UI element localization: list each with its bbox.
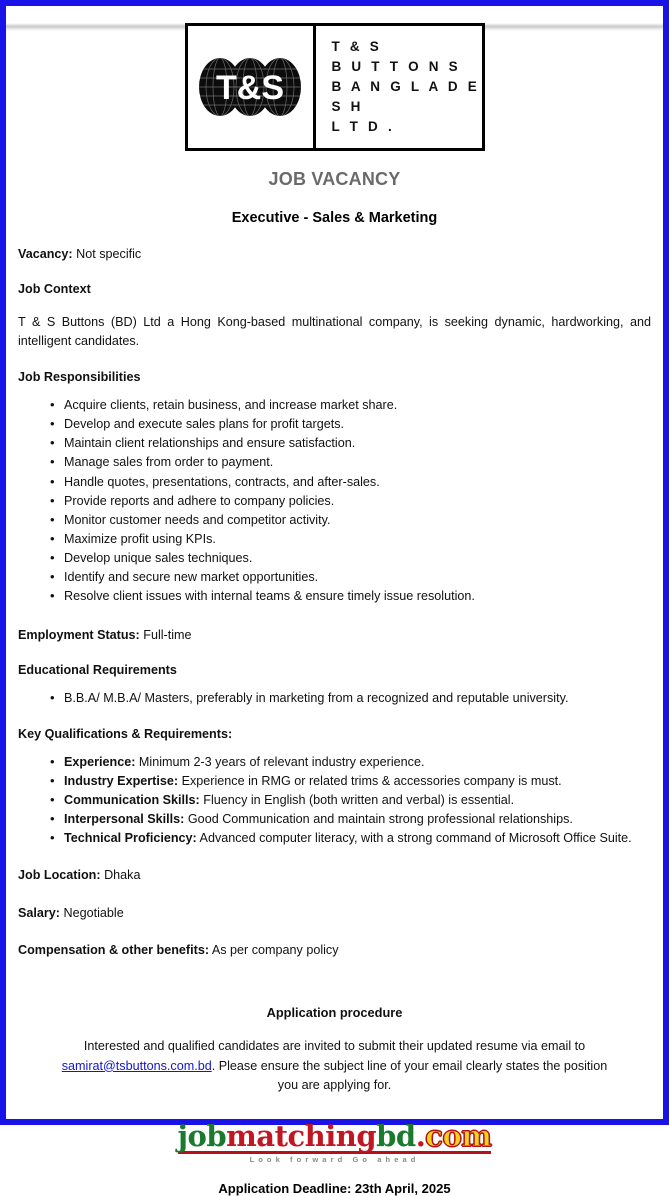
document-sheet (6, 6, 663, 1196)
vacancy-row (18, 245, 651, 263)
list-item-label: Technical Proficiency: (64, 830, 197, 845)
compensation-value: As per company policy (211, 942, 339, 957)
position-title: Executive - Sales & Marketing (231, 210, 438, 226)
company-name-line-3: B A N G L A D E S H (331, 79, 481, 114)
compensation-row (18, 941, 651, 959)
application-procedure-text (18, 1037, 651, 1096)
list-item-label: Interpersonal Skills: (64, 811, 185, 826)
brand-part-job: job (177, 1118, 227, 1153)
ts-logo-letters: T&S (216, 69, 284, 107)
list-item: • Develop unique sales techniques. (64, 549, 651, 568)
list-item: • Maximize profit using KPIs. (64, 530, 651, 549)
application-text-before: Interested and qualified candidates are invited to submit their updated resume via email to (83, 1039, 586, 1054)
list-item-text: Experience in RMG or related trims & accessories company is must. (178, 773, 562, 788)
salary-label: Salary: (18, 905, 61, 920)
salary-row (18, 904, 651, 922)
company-logo-box (185, 23, 485, 151)
brand-part-dot: . (415, 1118, 426, 1153)
job-location-label: Job Location: (18, 868, 101, 883)
jobmatchingbd-wordmark (177, 1118, 492, 1154)
list-item (64, 772, 651, 791)
application-text-after: . Please ensure the subject line of your email clearly states the position you are applying for. (211, 1058, 608, 1093)
list-item: • Provide reports and adhere to company policies. (64, 492, 651, 511)
job-location-row (18, 866, 651, 884)
job-context-heading: Job Context (18, 282, 91, 297)
brand-part-bd: bd (376, 1118, 416, 1153)
list-item: • Resolve client issues with internal teams & ensure timely issue resolution. (64, 587, 651, 606)
company-name-line-2: B U T T O N S (331, 59, 461, 74)
employment-status-label: Employment Status: (18, 627, 140, 642)
compensation-label: Compensation & other benefits: (18, 942, 210, 957)
application-email-link[interactable]: samirat@tsbuttons.com.bd (61, 1058, 212, 1073)
ts-globes-icon (188, 26, 316, 148)
list-item (64, 791, 651, 810)
education-list (18, 689, 651, 708)
job-context-text: T & S Buttons (BD) Ltd a Hong Kong-based multinational company, is seeking dynamic, hardworking, and intelligent candidates. (18, 315, 651, 349)
list-item-label: Experience: (64, 754, 136, 769)
list-item: • B.B.A/ M.B.A/ Masters, preferably in marketing from a recognized and reputable university. (64, 689, 651, 708)
qualifications-heading: Key Qualifications & Requirements: (18, 726, 233, 741)
list-item: • Develop and execute sales plans for profit targets. (64, 415, 651, 434)
employment-status-value: Full-time (143, 627, 192, 642)
page-title: JOB VACANCY (268, 169, 401, 189)
list-item-text: Good Communication and maintain strong professional relationships. (184, 811, 573, 826)
education-heading: Educational Requirements (18, 662, 177, 677)
list-item (64, 810, 651, 829)
qualifications-list (18, 753, 651, 847)
company-name-line-1: T & S (331, 39, 383, 54)
salary-value: Negotiable (63, 905, 124, 920)
vacancy-label: Vacancy: (18, 247, 73, 261)
list-item: • Manage sales from order to payment. (64, 453, 651, 472)
list-item (64, 753, 651, 772)
employment-status-row (18, 626, 651, 644)
company-name-line-4: L T D . (331, 119, 395, 134)
list-item-text: Fluency in English (both written and verbal) is essential. (199, 792, 515, 807)
application-procedure-heading: Application procedure (266, 1005, 403, 1021)
jobmatchingbd-logo (18, 1118, 651, 1164)
list-item-text: Advanced computer literacy, with a strong command of Microsoft Office Suite. (196, 830, 632, 845)
application-deadline: Application Deadline: 23th April, 2025 (218, 1181, 451, 1196)
brand-part-com: com (425, 1118, 492, 1153)
list-item: • Monitor customer needs and competitor activity. (64, 511, 651, 530)
responsibilities-list (18, 396, 651, 607)
list-item-text: Minimum 2-3 years of relevant industry experience. (135, 754, 425, 769)
company-logo-wrapper (18, 6, 651, 151)
list-item: • Identify and secure new market opportunities. (64, 568, 651, 587)
list-item (64, 829, 651, 848)
responsibilities-heading: Job Responsibilities (18, 370, 141, 385)
brand-tagline: Look forward Go ahead (249, 1154, 420, 1164)
brand-part-matching: matching (226, 1118, 377, 1153)
job-location-value: Dhaka (104, 868, 141, 883)
list-item: • Acquire clients, retain business, and increase market share. (64, 396, 651, 415)
document-content (6, 6, 663, 1196)
list-item: • Maintain client relationships and ensure satisfaction. (64, 434, 651, 453)
list-item-label: Communication Skills: (64, 792, 200, 807)
vacancy-value: Not specific (76, 247, 142, 261)
three-globes-icon (198, 55, 302, 119)
company-name-block (316, 26, 482, 148)
list-item: • Handle quotes, presentations, contracts, and after-sales. (64, 473, 651, 492)
list-item-label: Industry Expertise: (64, 773, 179, 788)
